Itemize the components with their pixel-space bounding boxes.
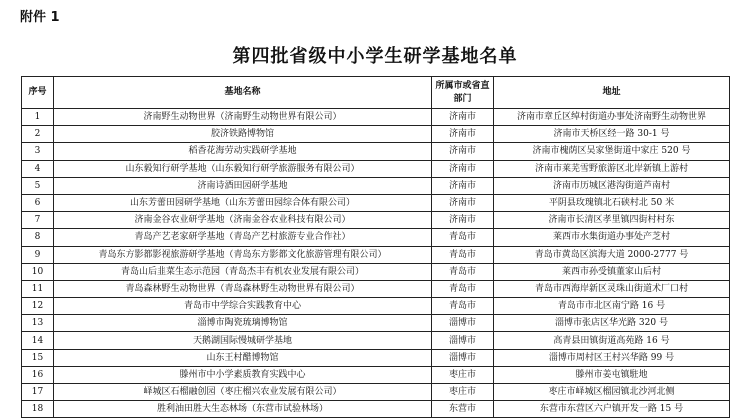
document-title: 第四批省级中小学生研学基地名单: [232, 46, 518, 67]
cell-index: 9: [22, 246, 54, 263]
table-row: [22, 401, 730, 418]
cell-address: 济南市章丘区绰村街道办事处济南野生动物世界: [494, 109, 730, 126]
cell-index: 5: [22, 177, 54, 194]
table-row: [22, 280, 730, 297]
cell-city: 枣庄市: [432, 384, 494, 401]
cell-name: 天鹅湖国际慢城研学基地: [54, 332, 432, 349]
table-row: [22, 229, 730, 246]
header-index: 序号: [22, 77, 54, 109]
table-row: [22, 384, 730, 401]
attachment-label: 附件 1: [20, 10, 60, 25]
cell-index: 12: [22, 298, 54, 315]
cell-name: 济南金谷农业研学基地（济南金谷农业科技有限公司）: [54, 212, 432, 229]
table-row: [22, 160, 730, 177]
cell-city: 青岛市: [432, 246, 494, 263]
table-header-row: [22, 77, 730, 109]
cell-name: 山东芳蕾田园研学基地（山东芳蕾田园综合体有限公司）: [54, 194, 432, 211]
cell-address: 东营市东营区六户镇开发一路 15 号: [494, 401, 730, 418]
table-row: [22, 126, 730, 143]
table-row: [22, 143, 730, 160]
table-row: [22, 315, 730, 332]
header-city: 所属市或省直部门: [432, 77, 494, 109]
cell-index: 4: [22, 160, 54, 177]
cell-address: 济南市莱芜雪野旅游区北岸新镇上游村: [494, 160, 730, 177]
cell-name: 山东王村醋博物馆: [54, 349, 432, 366]
cell-address: 济南市长清区孝里镇四街村村东: [494, 212, 730, 229]
cell-name: 青岛市中学综合实践教育中心: [54, 298, 432, 315]
cell-address: 济南市槐荫区吴家堡街道中家庄 520 号: [494, 143, 730, 160]
cell-index: 1: [22, 109, 54, 126]
cell-address: 滕州市姜屯镇駐地: [494, 366, 730, 383]
table-row: [22, 109, 730, 126]
cell-city: 济南市: [432, 109, 494, 126]
cell-city: 淄博市: [432, 315, 494, 332]
cell-address: 平阴县玫瑰镇北石硖村北 50 米: [494, 194, 730, 211]
table-row: [22, 177, 730, 194]
cell-index: 17: [22, 384, 54, 401]
cell-name: 青岛山后韭菜生态示范园（青岛杰丰有机农业发展有限公司）: [54, 263, 432, 280]
table-row: [22, 366, 730, 383]
cell-name: 淄博市陶瓷琉璃博物馆: [54, 315, 432, 332]
cell-city: 青岛市: [432, 229, 494, 246]
table-row: [22, 246, 730, 263]
cell-city: 青岛市: [432, 280, 494, 297]
cell-name: 青岛产艺老家研学基地（青岛产艺村旅游专业合作社）: [54, 229, 432, 246]
cell-city: 淄博市: [432, 349, 494, 366]
cell-index: 18: [22, 401, 54, 418]
cell-city: 济南市: [432, 126, 494, 143]
cell-address: 莱西市水集街道办事处产芝村: [494, 229, 730, 246]
cell-city: 济南市: [432, 212, 494, 229]
cell-city: 青岛市: [432, 263, 494, 280]
cell-city: 枣庄市: [432, 366, 494, 383]
cell-name: 济南野生动物世界（济南野生动物世界有限公司）: [54, 109, 432, 126]
cell-index: 15: [22, 349, 54, 366]
cell-index: 13: [22, 315, 54, 332]
cell-city: 济南市: [432, 194, 494, 211]
cell-index: 11: [22, 280, 54, 297]
cell-city: 济南市: [432, 143, 494, 160]
cell-address: 济南市天桥区经一路 30-1 号: [494, 126, 730, 143]
cell-name: 胜利油田胜大生态林场（东营市试验林场）: [54, 401, 432, 418]
cell-city: 济南市: [432, 160, 494, 177]
cell-city: 东营市: [432, 401, 494, 418]
cell-address: 青岛市黄岛区滨海大道 2000-2777 号: [494, 246, 730, 263]
cell-index: 10: [22, 263, 54, 280]
table-row: [22, 263, 730, 280]
cell-city: 济南市: [432, 177, 494, 194]
cell-name: 济南诗酒田园研学基地: [54, 177, 432, 194]
cell-city: 淄博市: [432, 332, 494, 349]
cell-address: 青岛市西海岸新区灵珠山街道术厂口村: [494, 280, 730, 297]
cell-name: 滕州市中小学素质教育实践中心: [54, 366, 432, 383]
table-row: [22, 349, 730, 366]
cell-name: 峄城区石榴融创园（枣庄榴兴农业发展有限公司）: [54, 384, 432, 401]
cell-index: 3: [22, 143, 54, 160]
cell-index: 7: [22, 212, 54, 229]
header-address: 地址: [494, 77, 730, 109]
cell-name: 山东毅知行研学基地（山东毅知行研学旅游服务有限公司）: [54, 160, 432, 177]
table-row: [22, 298, 730, 315]
cell-index: 14: [22, 332, 54, 349]
cell-name: 胶济铁路博物馆: [54, 126, 432, 143]
base-list-table: [21, 76, 730, 418]
cell-address: 青岛市市北区南宁路 16 号: [494, 298, 730, 315]
cell-address: 济南市历城区港沟街道芦南村: [494, 177, 730, 194]
table-row: [22, 212, 730, 229]
cell-index: 6: [22, 194, 54, 211]
cell-index: 8: [22, 229, 54, 246]
cell-address: 淄博市张店区华光路 320 号: [494, 315, 730, 332]
cell-index: 16: [22, 366, 54, 383]
cell-address: 枣庄市峄城区榴园镇北沙河北侧: [494, 384, 730, 401]
table-row: [22, 332, 730, 349]
cell-index: 2: [22, 126, 54, 143]
cell-city: 青岛市: [432, 298, 494, 315]
table-row: [22, 194, 730, 211]
cell-address: 淄博市周村区王村兴华路 99 号: [494, 349, 730, 366]
cell-address: 高青县田镇街道高苑路 16 号: [494, 332, 730, 349]
cell-name: 青岛东方影都影视旅游研学基地（青岛东方影都文化旅游管理有限公司）: [54, 246, 432, 263]
cell-name: 青岛森林野生动物世界（青岛森林野生动物世界有限公司）: [54, 280, 432, 297]
cell-address: 莱西市孙受镇董家山后村: [494, 263, 730, 280]
header-name: 基地名称: [54, 77, 432, 109]
cell-name: 稻香花海劳动实践研学基地: [54, 143, 432, 160]
